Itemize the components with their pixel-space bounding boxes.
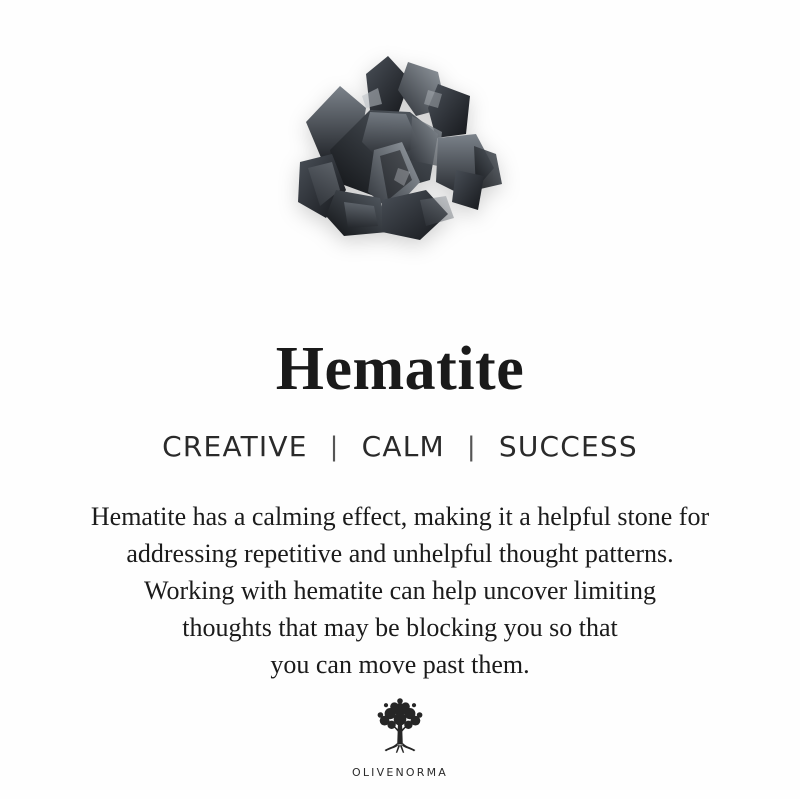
description-line-2: addressing repetitive and unhelpful thought patterns. bbox=[126, 538, 674, 568]
page-title: Hematite bbox=[275, 335, 525, 403]
brand-name: OLIVENORMA bbox=[351, 766, 449, 779]
tree-of-life-logo bbox=[365, 694, 435, 764]
keyword-separator-2: | bbox=[466, 431, 477, 462]
brand-block bbox=[0, 694, 800, 779]
keyword-success: SUCCESS bbox=[498, 430, 638, 463]
description-line-4: thoughts that may be blocking you so that bbox=[182, 612, 618, 642]
keyword-calm: CALM bbox=[361, 430, 445, 463]
description-line-5: you can move past them. bbox=[270, 649, 530, 679]
keyword-separator-1: | bbox=[329, 431, 340, 462]
hematite-illustration bbox=[270, 50, 530, 260]
stone-image-area bbox=[0, 0, 800, 300]
keyword-creative: CREATIVE bbox=[162, 430, 308, 463]
description-line-3: Working with hematite can help uncover limiting bbox=[143, 575, 656, 605]
description-text bbox=[40, 499, 760, 684]
keyword-list bbox=[162, 430, 638, 463]
hematite-crystal-cluster-photo bbox=[270, 50, 530, 260]
description-line-1: Hematite has a calming effect, making it a helpful stone for bbox=[90, 502, 710, 531]
